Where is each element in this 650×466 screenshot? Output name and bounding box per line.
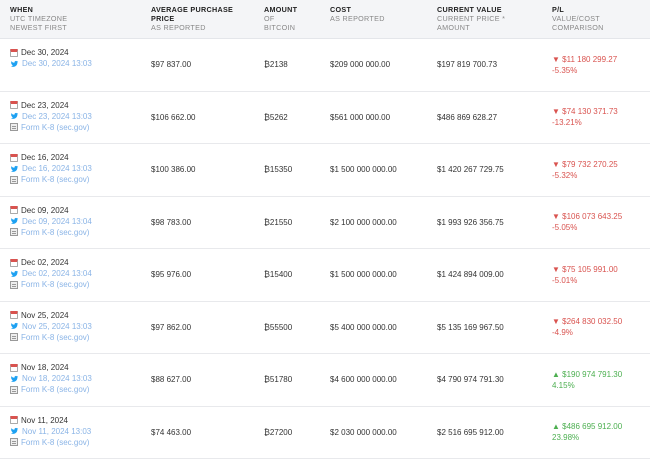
table-header (0, 0, 650, 39)
cost-cell: $5 400 000 000.00 (330, 302, 397, 354)
avg-price-cell: $95 976.00 (151, 249, 191, 301)
current-value-cell: $2 516 695 912.00 (437, 407, 504, 459)
pl-percent: -5.35% (552, 65, 617, 76)
when-cell (10, 354, 92, 414)
current-value-cell: $197 819 700.73 (437, 39, 497, 91)
cost-cell: $4 600 000 000.00 (330, 354, 397, 406)
pl-cell (552, 354, 622, 406)
date-line (10, 205, 92, 216)
pl-percent: -5.01% (552, 275, 618, 286)
when-cell (10, 144, 92, 204)
purchase-date: Nov 18, 2024 (21, 363, 69, 372)
tweet-timestamp: Dec 02, 2024 13:04 (22, 269, 92, 278)
amount-cell: ₿27200 (264, 407, 292, 459)
when-cell (10, 197, 92, 257)
when-cell (10, 302, 92, 362)
table-row (0, 407, 650, 460)
calendar-icon (10, 259, 18, 267)
document-icon (10, 123, 18, 131)
cost-cell: $561 000 000.00 (330, 92, 390, 144)
date-line (10, 257, 92, 268)
pl-percent: 23.98% (552, 432, 622, 443)
twitter-bird-icon (10, 427, 19, 435)
twitter-bird-icon (10, 112, 19, 120)
tweet-link[interactable] (10, 216, 92, 227)
pl-cell (552, 249, 618, 301)
amount-cell: ₿15400 (264, 249, 292, 301)
avg-price-cell: $100 386.00 (151, 144, 196, 196)
calendar-icon (10, 311, 18, 319)
sec-form-link[interactable] (10, 437, 91, 448)
twitter-bird-icon (10, 322, 19, 330)
tweet-timestamp: Dec 23, 2024 13:03 (22, 112, 92, 121)
document-icon (10, 386, 18, 394)
header-price[interactable]: AVERAGE PURCHASE PRICE AS REPORTED (151, 5, 233, 32)
document-icon (10, 228, 18, 236)
tweet-timestamp: Nov 18, 2024 13:03 (22, 374, 92, 383)
current-value-cell: $1 424 894 009.00 (437, 249, 504, 301)
sec-form-link[interactable] (10, 279, 92, 290)
table-row (0, 39, 650, 92)
cost-cell: $2 030 000 000.00 (330, 407, 397, 459)
pl-cell (552, 39, 617, 91)
header-when[interactable]: WHEN UTC TIMEZONE NEWEST FIRST (10, 5, 67, 32)
header-value[interactable]: CURRENT VALUE CURRENT PRICE * AMOUNT (437, 5, 505, 32)
amount-cell: ₿15350 (264, 144, 292, 196)
twitter-bird-icon (10, 375, 19, 383)
document-icon (10, 176, 18, 184)
tweet-link[interactable] (10, 58, 92, 69)
current-value-cell: $4 790 974 791.30 (437, 354, 504, 406)
date-line (10, 415, 91, 426)
header-cost[interactable]: COST AS REPORTED (330, 5, 385, 23)
calendar-icon (10, 416, 18, 424)
twitter-bird-icon (10, 165, 19, 173)
sec-form-label: Form K-8 (sec.gov) (21, 385, 89, 394)
tweet-link[interactable] (10, 321, 92, 332)
avg-price-cell: $97 862.00 (151, 302, 191, 354)
avg-price-cell: $97 837.00 (151, 39, 191, 91)
tweet-timestamp: Nov 25, 2024 13:03 (22, 322, 92, 331)
pl-cell (552, 407, 622, 459)
tweet-link[interactable] (10, 373, 92, 384)
twitter-bird-icon (10, 270, 19, 278)
pl-percent: 4.15% (552, 380, 622, 391)
table-row (0, 197, 650, 250)
pl-amount: ▲ $190 974 791.30 (552, 369, 622, 380)
cost-cell: $1 500 000 000.00 (330, 249, 397, 301)
sec-form-label: Form K-8 (sec.gov) (21, 228, 89, 237)
calendar-icon (10, 206, 18, 214)
sec-form-link[interactable] (10, 122, 92, 133)
pl-cell (552, 302, 622, 354)
cost-cell: $2 100 000 000.00 (330, 197, 397, 249)
purchase-date: Nov 11, 2024 (21, 416, 68, 425)
pl-percent: -13.21% (552, 117, 618, 128)
pl-cell (552, 197, 622, 249)
document-icon (10, 333, 18, 341)
calendar-icon (10, 101, 18, 109)
avg-price-cell: $74 463.00 (151, 407, 191, 459)
tweet-timestamp: Dec 09, 2024 13:04 (22, 217, 92, 226)
avg-price-cell: $98 783.00 (151, 197, 191, 249)
date-line (10, 310, 92, 321)
tweet-link[interactable] (10, 163, 92, 174)
amount-cell: ₿21550 (264, 197, 292, 249)
date-line (10, 152, 92, 163)
purchase-date: Dec 09, 2024 (21, 206, 69, 215)
avg-price-cell: $106 662.00 (151, 92, 196, 144)
amount-cell: ₿51780 (264, 354, 292, 406)
purchase-date: Dec 30, 2024 (21, 48, 69, 57)
table-row (0, 92, 650, 145)
current-value-cell: $5 135 169 967.50 (437, 302, 504, 354)
pl-amount: ▼ $106 073 643.25 (552, 211, 622, 222)
sec-form-label: Form K-8 (sec.gov) (21, 280, 89, 289)
tweet-timestamp: Dec 16, 2024 13:03 (22, 164, 92, 173)
sec-form-link[interactable] (10, 174, 92, 185)
amount-cell: ₿2138 (264, 39, 288, 91)
table-row (0, 354, 650, 407)
purchase-date: Dec 16, 2024 (21, 153, 69, 162)
calendar-icon (10, 154, 18, 162)
sec-form-link[interactable] (10, 227, 92, 238)
date-line (10, 362, 92, 373)
pl-amount: ▼ $74 130 371.73 (552, 106, 618, 117)
pl-amount: ▼ $11 180 299.27 (552, 54, 617, 65)
cost-cell: $209 000 000.00 (330, 39, 390, 91)
pl-amount: ▼ $79 732 270.25 (552, 159, 618, 170)
calendar-icon (10, 49, 18, 57)
when-cell (10, 407, 91, 466)
pl-cell (552, 144, 618, 196)
sec-form-label: Form K-8 (sec.gov) (21, 333, 89, 342)
purchase-date: Nov 25, 2024 (21, 311, 69, 320)
pl-amount: ▼ $264 830 032.50 (552, 316, 622, 327)
when-cell (10, 249, 92, 309)
when-cell (10, 39, 92, 99)
sec-form-label: Form K-8 (sec.gov) (21, 438, 89, 447)
when-cell (10, 92, 92, 152)
amount-cell: ₿5262 (264, 92, 288, 144)
pl-percent: -5.32% (552, 170, 618, 181)
purchase-date: Dec 02, 2024 (21, 258, 69, 267)
tweet-link[interactable] (10, 111, 92, 122)
tweet-timestamp: Nov 11, 2024 13:03 (22, 427, 91, 436)
document-icon (10, 281, 18, 289)
cost-cell: $1 500 000 000.00 (330, 144, 397, 196)
header-pl[interactable]: P/L VALUE/COST COMPARISON (552, 5, 604, 32)
avg-price-cell: $88 627.00 (151, 354, 191, 406)
table-row (0, 302, 650, 355)
header-amount[interactable]: AMOUNT OF BITCOIN (264, 5, 297, 32)
tweet-link[interactable] (10, 268, 92, 279)
date-line (10, 100, 92, 111)
tweet-timestamp: Dec 30, 2024 13:03 (22, 59, 92, 68)
pl-amount: ▼ $75 105 991.00 (552, 264, 618, 275)
sec-form-link[interactable] (10, 384, 92, 395)
sec-form-label: Form K-8 (sec.gov) (21, 175, 89, 184)
amount-cell: ₿55500 (264, 302, 292, 354)
purchase-date: Dec 23, 2024 (21, 101, 69, 110)
sec-form-link[interactable] (10, 332, 92, 343)
pl-cell (552, 92, 618, 144)
document-icon (10, 438, 18, 446)
pl-percent: -5.05% (552, 222, 622, 233)
current-value-cell: $1 420 267 729.75 (437, 144, 504, 196)
table-row (0, 144, 650, 197)
current-value-cell: $1 993 926 356.75 (437, 197, 504, 249)
table-row (0, 249, 650, 302)
twitter-bird-icon (10, 217, 19, 225)
current-value-cell: $486 869 628.27 (437, 92, 497, 144)
twitter-bird-icon (10, 60, 19, 68)
pl-percent: -4.9% (552, 327, 622, 338)
calendar-icon (10, 364, 18, 372)
sec-form-label: Form K-8 (sec.gov) (21, 123, 89, 132)
table-body (0, 39, 650, 459)
date-line (10, 47, 92, 58)
pl-amount: ▲ $486 695 912.00 (552, 421, 622, 432)
